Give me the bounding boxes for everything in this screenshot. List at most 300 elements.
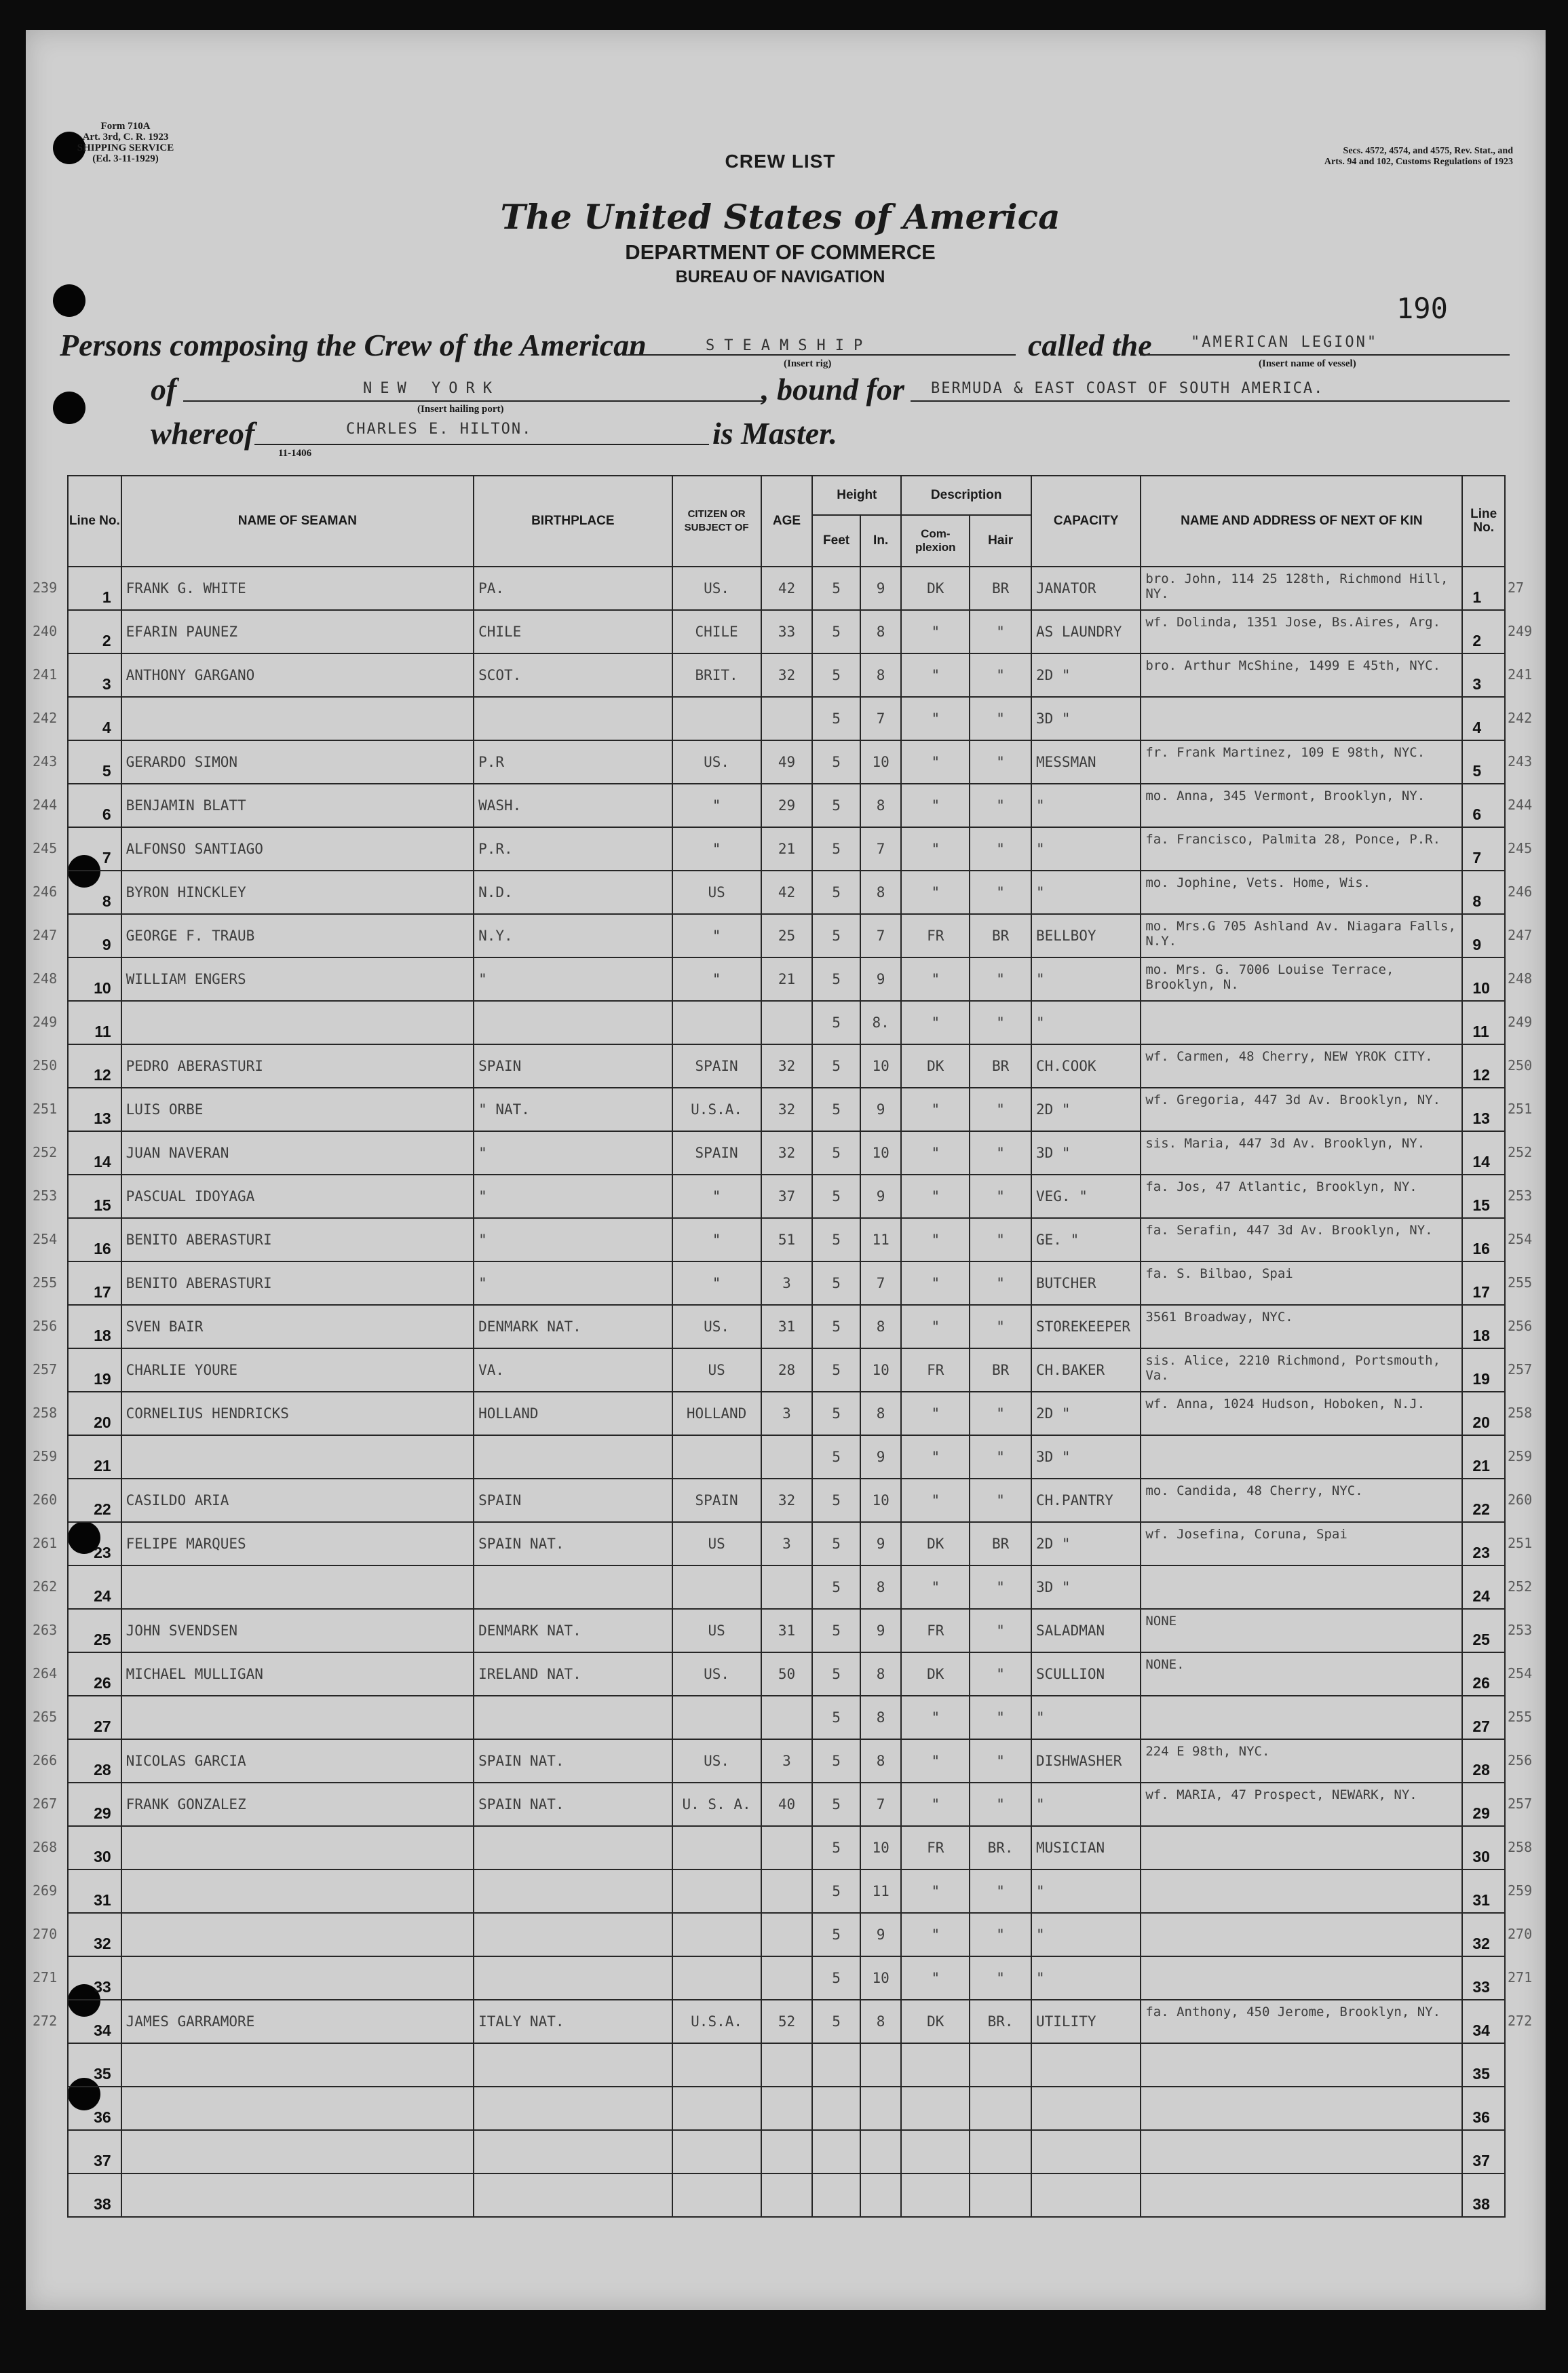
col-capacity: CAPACITY: [1031, 476, 1141, 567]
line-number: 22: [68, 1479, 121, 1522]
complexion: FR: [901, 1348, 970, 1392]
col-complexion: Com-plexion: [901, 515, 970, 567]
height-inches: 7: [860, 827, 902, 871]
seaman-name: LUIS ORBE: [121, 1088, 474, 1131]
hair: [970, 2087, 1031, 2130]
age: 3: [761, 1739, 813, 1783]
age: [761, 1565, 813, 1609]
height-feet: 5: [812, 1565, 860, 1609]
line-number: 2: [68, 610, 121, 653]
citizenship: US.: [672, 1739, 761, 1783]
line-number: 7: [68, 827, 121, 871]
citizenship: US.: [672, 1305, 761, 1348]
hair: ": [970, 827, 1031, 871]
birthplace: SPAIN: [474, 1479, 672, 1522]
capacity: CH.PANTRY: [1031, 1479, 1141, 1522]
hair: [970, 2130, 1031, 2173]
line-number-right: 19: [1462, 1348, 1505, 1392]
citizenship: US: [672, 871, 761, 914]
age: [761, 1001, 813, 1044]
complexion: ": [901, 1392, 970, 1435]
age: 3: [761, 1522, 813, 1565]
sequence-number-right: 252: [1508, 1578, 1533, 1595]
hair: ": [970, 1913, 1031, 1956]
line-number: 21: [68, 1435, 121, 1479]
table-row: [68, 1869, 1505, 1913]
sequence-number: [33, 2173, 71, 2216]
age: [761, 2087, 813, 2130]
vessel-value: "AMERICAN LEGION": [1191, 334, 1379, 351]
age: 37: [761, 1175, 813, 1218]
line-number-right: 16: [1462, 1218, 1505, 1261]
sequence-number: 250: [33, 1057, 58, 1074]
country-title: The United States of America: [500, 197, 1060, 237]
sequence-number-right: 257: [1508, 1361, 1533, 1378]
line-number-right: 27: [1462, 1696, 1505, 1739]
height-inches: 8.: [860, 1001, 902, 1044]
col-next-of-kin: NAME AND ADDRESS OF NEXT OF KIN: [1141, 476, 1462, 567]
complexion: ": [901, 1001, 970, 1044]
complexion: FR: [901, 914, 970, 957]
line-number: 18: [68, 1305, 121, 1348]
next-of-kin: wf. Anna, 1024 Hudson, Hoboken, N.J.: [1141, 1392, 1462, 1435]
line-number-right: 11: [1462, 1001, 1505, 1044]
line-number-right: 14: [1462, 1131, 1505, 1175]
birthplace: N.Y.: [474, 914, 672, 957]
age: 21: [761, 957, 813, 1001]
age: 3: [761, 1392, 813, 1435]
line-number: 36: [68, 2087, 121, 2130]
age: [761, 1869, 813, 1913]
height-inches: 8: [860, 610, 902, 653]
citizenship: HOLLAND: [672, 1392, 761, 1435]
capacity: SCULLION: [1031, 1652, 1141, 1696]
line-number-right: 35: [1462, 2043, 1505, 2087]
seaman-name: BYRON HINCKLEY: [121, 871, 474, 914]
birthplace: ": [474, 1175, 672, 1218]
height-inches: 9: [860, 957, 902, 1001]
table-row: [68, 871, 1505, 914]
next-of-kin: fr. Frank Martinez, 109 E 98th, NYC.: [1141, 740, 1462, 784]
height-inches: 7: [860, 1261, 902, 1305]
age: 3: [761, 1261, 813, 1305]
port-hint: (Insert hailing port): [417, 404, 504, 415]
line-number: 19: [68, 1348, 121, 1392]
table-row: [68, 1739, 1505, 1783]
citizenship: ": [672, 957, 761, 1001]
line-number-right: 22: [1462, 1479, 1505, 1522]
age: [761, 2173, 813, 2217]
citizenship: [672, 697, 761, 740]
print-code: 11-1406: [278, 448, 312, 459]
hair: ": [970, 1479, 1031, 1522]
table-row: [68, 697, 1505, 740]
age: 42: [761, 567, 813, 610]
persons-label: Persons composing the Crew of the American: [60, 328, 647, 362]
birthplace: [474, 1826, 672, 1869]
height-feet: 5: [812, 1479, 860, 1522]
table-row: [68, 610, 1505, 653]
complexion: ": [901, 784, 970, 827]
line-number-right: 6: [1462, 784, 1505, 827]
line-number-right: 29: [1462, 1783, 1505, 1826]
line-number-right: 37: [1462, 2130, 1505, 2173]
birthplace: SPAIN NAT.: [474, 1739, 672, 1783]
complexion: [901, 2173, 970, 2217]
complexion: ": [901, 697, 970, 740]
seaman-name: [121, 1696, 474, 1739]
sequence-number: 248: [33, 970, 58, 987]
height-feet: [812, 2130, 860, 2173]
line-number-right: 13: [1462, 1088, 1505, 1131]
form-id-line: (Ed. 3-11-1929): [92, 153, 159, 164]
complexion: ": [901, 1783, 970, 1826]
capacity: 2D ": [1031, 1392, 1141, 1435]
seaman-name: EFARIN PAUNEZ: [121, 610, 474, 653]
line-number-right: 1: [1462, 567, 1505, 610]
line-number: 27: [68, 1696, 121, 1739]
seaman-name: [121, 1565, 474, 1609]
line-number: 15: [68, 1175, 121, 1218]
hair: ": [970, 1565, 1031, 1609]
statute-line: Arts. 94 and 102, Customs Regulations of 1923: [1324, 157, 1513, 167]
citizenship: [672, 1001, 761, 1044]
height-feet: 5: [812, 827, 860, 871]
seaman-name: [121, 1869, 474, 1913]
punch-hole: [53, 392, 85, 424]
seaman-name: [121, 1435, 474, 1479]
citizenship: ": [672, 914, 761, 957]
citizenship: US.: [672, 567, 761, 610]
height-feet: 5: [812, 1783, 860, 1826]
right-sequence-numbers: [1508, 566, 1546, 2043]
height-inches: 9: [860, 1435, 902, 1479]
col-feet: Feet: [812, 515, 860, 567]
line-number: 9: [68, 914, 121, 957]
birthplace: PA.: [474, 567, 672, 610]
citizenship: SPAIN: [672, 1044, 761, 1088]
table-row: [68, 1435, 1505, 1479]
sequence-number-right: 246: [1508, 884, 1533, 900]
table-row: [68, 1305, 1505, 1348]
age: 32: [761, 1131, 813, 1175]
called-label: called the: [1028, 328, 1152, 362]
table-row: [68, 914, 1505, 957]
form-identifier: [37, 121, 214, 164]
statute-reference: [1228, 146, 1513, 168]
sequence-number-right: 271: [1508, 1969, 1533, 1986]
sequence-number-right: 252: [1508, 1144, 1533, 1160]
citizenship: U.S.A.: [672, 1088, 761, 1131]
line-number-right: 4: [1462, 697, 1505, 740]
sequence-number-right: 259: [1508, 1448, 1533, 1464]
age: 28: [761, 1348, 813, 1392]
sequence-number-right: 247: [1508, 927, 1533, 943]
height-inches: 7: [860, 914, 902, 957]
age: 32: [761, 1479, 813, 1522]
punch-hole: [53, 284, 85, 317]
hair: ": [970, 1261, 1031, 1305]
sequence-number: 258: [33, 1405, 58, 1421]
sequence-number: 271: [33, 1969, 58, 1986]
line-number: 35: [68, 2043, 121, 2087]
capacity: MUSICIAN: [1031, 1826, 1141, 1869]
hair: ": [970, 1218, 1031, 1261]
age: [761, 1435, 813, 1479]
hair: ": [970, 697, 1031, 740]
complexion: ": [901, 1088, 970, 1131]
sequence-number: 259: [33, 1448, 58, 1464]
height-feet: 5: [812, 1305, 860, 1348]
birthplace: " NAT.: [474, 1088, 672, 1131]
age: [761, 2130, 813, 2173]
height-feet: 5: [812, 1696, 860, 1739]
line-number: 10: [68, 957, 121, 1001]
table-row: [68, 827, 1505, 871]
sequence-number: 240: [33, 623, 58, 639]
citizenship: [672, 2130, 761, 2173]
line-number-right: 30: [1462, 1826, 1505, 1869]
complexion: ": [901, 1739, 970, 1783]
line-number-right: 28: [1462, 1739, 1505, 1783]
next-of-kin: [1141, 2130, 1462, 2173]
sequence-number-right: 260: [1508, 1492, 1533, 1508]
height-inches: 8: [860, 1739, 902, 1783]
complexion: ": [901, 1175, 970, 1218]
sequence-number-right: 272: [1508, 2013, 1533, 2029]
complexion: DK: [901, 1652, 970, 1696]
col-line-no: Line No.: [68, 476, 121, 567]
table-row: [68, 1088, 1505, 1131]
sequence-number: 260: [33, 1492, 58, 1508]
next-of-kin: mo. Anna, 345 Vermont, Brooklyn, NY.: [1141, 784, 1462, 827]
height-inches: 10: [860, 1044, 902, 1088]
seaman-name: [121, 1913, 474, 1956]
next-of-kin: wf. Dolinda, 1351 Jose, Bs.Aires, Arg.: [1141, 610, 1462, 653]
next-of-kin: [1141, 1956, 1462, 2000]
complexion: ": [901, 610, 970, 653]
sequence-number: 256: [33, 1318, 58, 1334]
capacity: ": [1031, 1696, 1141, 1739]
sequence-number-right: 243: [1508, 753, 1533, 770]
seaman-name: ALFONSO SANTIAGO: [121, 827, 474, 871]
line-number: 1: [68, 567, 121, 610]
page-number: 190: [1396, 292, 1448, 325]
table-row: [68, 1131, 1505, 1175]
master-fill-line: [254, 444, 709, 445]
complexion: [901, 2043, 970, 2087]
height-feet: 5: [812, 1131, 860, 1175]
next-of-kin: sis. Maria, 447 3d Av. Brooklyn, NY.: [1141, 1131, 1462, 1175]
hair: ": [970, 1305, 1031, 1348]
citizenship: U.S.A.: [672, 2000, 761, 2043]
line-number-right: 10: [1462, 957, 1505, 1001]
next-of-kin: [1141, 1565, 1462, 1609]
line-number: 31: [68, 1869, 121, 1913]
height-inches: 9: [860, 1913, 902, 1956]
height-inches: 10: [860, 1956, 902, 2000]
hair: ": [970, 1696, 1031, 1739]
rig-hint: (Insert rig): [784, 358, 832, 369]
height-inches: [860, 2043, 902, 2087]
hair: BR: [970, 914, 1031, 957]
hair: [970, 2173, 1031, 2217]
next-of-kin: mo. Candida, 48 Cherry, NYC.: [1141, 1479, 1462, 1522]
complexion: ": [901, 1261, 970, 1305]
birthplace: [474, 1913, 672, 1956]
next-of-kin: [1141, 1435, 1462, 1479]
sequence-number: 265: [33, 1709, 58, 1725]
sequence-number: 272: [33, 2013, 58, 2029]
citizenship: U. S. A.: [672, 1783, 761, 1826]
capacity: SALADMAN: [1031, 1609, 1141, 1652]
complexion: ": [901, 1479, 970, 1522]
seaman-name: PASCUAL IDOYAGA: [121, 1175, 474, 1218]
seaman-name: BENITO ABERASTURI: [121, 1218, 474, 1261]
height-feet: 5: [812, 871, 860, 914]
of-label: of: [151, 372, 177, 406]
seaman-name: NICOLAS GARCIA: [121, 1739, 474, 1783]
complexion: ": [901, 1565, 970, 1609]
sequence-number-right: 255: [1508, 1274, 1533, 1291]
hair: BR: [970, 567, 1031, 610]
vessel-hint: (Insert name of vessel): [1259, 358, 1356, 369]
capacity: ": [1031, 871, 1141, 914]
height-inches: 9: [860, 1522, 902, 1565]
line-number: 37: [68, 2130, 121, 2173]
age: [761, 1956, 813, 2000]
citizenship: CHILE: [672, 610, 761, 653]
seaman-name: BENITO ABERASTURI: [121, 1261, 474, 1305]
sequence-number: 244: [33, 797, 58, 813]
height-inches: 9: [860, 1609, 902, 1652]
height-feet: 5: [812, 1348, 860, 1392]
port-value: NEW YORK: [363, 380, 500, 397]
birthplace: [474, 1869, 672, 1913]
birthplace: HOLLAND: [474, 1392, 672, 1435]
sequence-number-right: 256: [1508, 1752, 1533, 1768]
seaman-name: CHARLIE YOURE: [121, 1348, 474, 1392]
sequence-number: 247: [33, 927, 58, 943]
next-of-kin: [1141, 2173, 1462, 2217]
sequence-number: 239: [33, 580, 58, 596]
sequence-number: [33, 2086, 71, 2129]
complexion: DK: [901, 1522, 970, 1565]
hair: ": [970, 1131, 1031, 1175]
birthplace: CHILE: [474, 610, 672, 653]
next-of-kin: mo. Mrs. G. 7006 Louise Terrace, Brooklyn, N.: [1141, 957, 1462, 1001]
sequence-number: 268: [33, 1839, 58, 1855]
line-number-right: 24: [1462, 1565, 1505, 1609]
height-inches: 9: [860, 1175, 902, 1218]
capacity: 3D ": [1031, 1435, 1141, 1479]
seaman-name: PEDRO ABERASTURI: [121, 1044, 474, 1088]
height-inches: [860, 2087, 902, 2130]
port-fill-line: [183, 400, 763, 402]
table-row: [68, 1479, 1505, 1522]
sequence-number: 246: [33, 884, 58, 900]
sequence-number: 267: [33, 1796, 58, 1812]
hair: ": [970, 1783, 1031, 1826]
line-number: 4: [68, 697, 121, 740]
hair: BR: [970, 1348, 1031, 1392]
capacity: DISHWASHER: [1031, 1739, 1141, 1783]
hair: ": [970, 1001, 1031, 1044]
capacity: ": [1031, 1913, 1141, 1956]
age: 31: [761, 1609, 813, 1652]
citizenship: ": [672, 1175, 761, 1218]
next-of-kin: wf. Josefina, Coruna, Spai: [1141, 1522, 1462, 1565]
line-number-right: 3: [1462, 653, 1505, 697]
height-inches: 8: [860, 1392, 902, 1435]
line-number: 33: [68, 1956, 121, 2000]
height-inches: 8: [860, 653, 902, 697]
height-feet: 5: [812, 1522, 860, 1565]
hair: [970, 2043, 1031, 2087]
birthplace: [474, 2173, 672, 2217]
citizenship: US.: [672, 1652, 761, 1696]
table-row: [68, 1001, 1505, 1044]
age: 49: [761, 740, 813, 784]
birthplace: ": [474, 1131, 672, 1175]
hair: ": [970, 871, 1031, 914]
table-row: [68, 957, 1505, 1001]
height-feet: [812, 2087, 860, 2130]
capacity: CH.BAKER: [1031, 1348, 1141, 1392]
line-number-right: 23: [1462, 1522, 1505, 1565]
age: [761, 1826, 813, 1869]
birthplace: [474, 1956, 672, 2000]
citizenship: [672, 1565, 761, 1609]
master-value: CHARLES E. HILTON.: [346, 421, 533, 438]
line-number-right: 34: [1462, 2000, 1505, 2043]
complexion: [901, 2130, 970, 2173]
citizenship: BRIT.: [672, 653, 761, 697]
line-number-right: 12: [1462, 1044, 1505, 1088]
sequence-number-right: 249: [1508, 623, 1533, 639]
hair: ": [970, 1088, 1031, 1131]
complexion: ": [901, 653, 970, 697]
hair: ": [970, 1869, 1031, 1913]
line-number-right: 5: [1462, 740, 1505, 784]
hair: ": [970, 610, 1031, 653]
age: [761, 1696, 813, 1739]
complexion: DK: [901, 567, 970, 610]
sequence-number: [33, 2043, 71, 2086]
height-inches: 10: [860, 1348, 902, 1392]
capacity: ": [1031, 1783, 1141, 1826]
height-feet: 5: [812, 1261, 860, 1305]
next-of-kin: mo. Jophine, Vets. Home, Wis.: [1141, 871, 1462, 914]
capacity: BELLBOY: [1031, 914, 1141, 957]
seaman-name: FELIPE MARQUES: [121, 1522, 474, 1565]
height-feet: 5: [812, 957, 860, 1001]
height-feet: 5: [812, 567, 860, 610]
sequence-number-right: 251: [1508, 1101, 1533, 1117]
citizenship: ": [672, 784, 761, 827]
next-of-kin: fa. Serafin, 447 3d Av. Brooklyn, NY.: [1141, 1218, 1462, 1261]
col-hair: Hair: [970, 515, 1031, 567]
line-number-right: 38: [1462, 2173, 1505, 2217]
complexion: ": [901, 827, 970, 871]
vessel-fill-line: [1140, 354, 1510, 356]
birthplace: ": [474, 1261, 672, 1305]
next-of-kin: 3561 Broadway, NYC.: [1141, 1305, 1462, 1348]
line-number-right: 2: [1462, 610, 1505, 653]
birthplace: ITALY NAT.: [474, 2000, 672, 2043]
birthplace: DENMARK NAT.: [474, 1305, 672, 1348]
seaman-name: GEORGE F. TRAUB: [121, 914, 474, 957]
